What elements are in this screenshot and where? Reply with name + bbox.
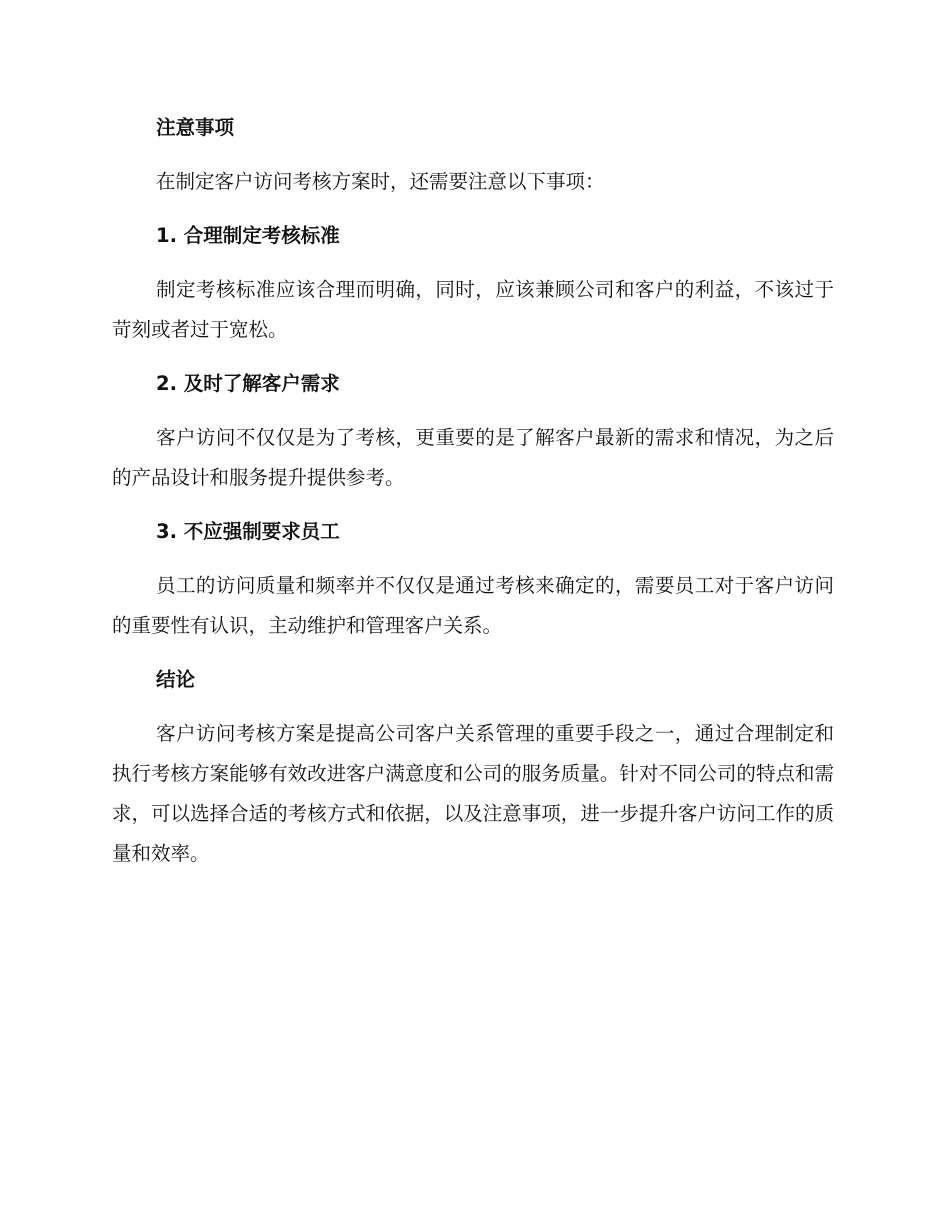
section-heading-needs: 2. 及时了解客户需求 <box>156 372 340 395</box>
section-paragraph-conclusion: 客户访问考核方案是提高公司客户关系管理的重要手段之一，通过合理制定和执行考核方案能够有效改进客户满意度和公司的服务质量。针对不同公司的特点和需求，可以选择合适的考核方式和依据，以及注意事项，进一步提升客户访问工作的质量和效率。 <box>112 722 834 865</box>
section-heading-notes: 注意事项 <box>156 116 235 139</box>
section-paragraph-needs: 客户访问不仅仅是为了考核，更重要的是了解客户最新的需求和情况，为之后的产品设计和服务提升提供参考。 <box>112 426 834 489</box>
section-paragraph-notes: 在制定客户访问考核方案时，还需要注意以下事项： <box>156 170 605 193</box>
document-page <box>112 104 834 874</box>
section-heading-conclusion: 结论 <box>156 668 196 691</box>
section-paragraph-employees: 员工的访问质量和频率并不仅仅是通过考核来确定的，需要员工对于客户访问的重要性有认识，主动维护和管理客户关系。 <box>112 574 834 637</box>
section-heading-standard: 1. 合理制定考核标准 <box>156 224 340 247</box>
section-heading-employees: 3. 不应强制要求员工 <box>156 520 340 543</box>
section-paragraph-standard: 制定考核标准应该合理而明确，同时，应该兼顾公司和客户的利益，不该过于苛刻或者过于宽松。 <box>112 278 834 341</box>
